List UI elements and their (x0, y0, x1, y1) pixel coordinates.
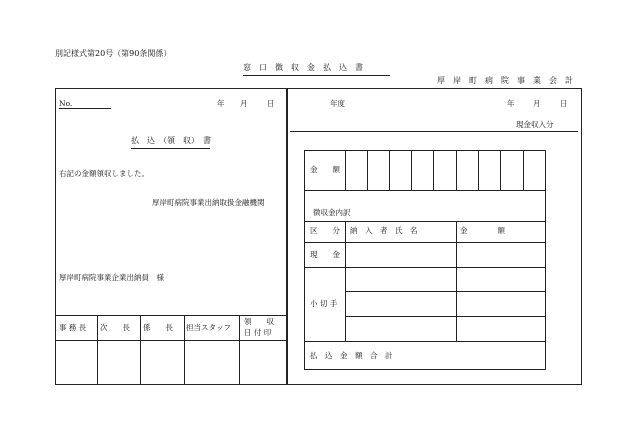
stamp-section-label: 係 長 (143, 323, 173, 332)
stamp-chief-label: 事 務 長 (59, 323, 87, 332)
row-check-label: 小 切 手 (310, 299, 338, 308)
digit-cell-divider (523, 150, 524, 190)
organization-name: 厚 岸 町 病 院 事 業 会 計 (437, 76, 573, 85)
form-title: 窓 口 徴 収 金 払 込 書 (243, 63, 363, 72)
stamp-table-top (55, 315, 286, 316)
stamp-col-divider (140, 315, 141, 385)
breakdown-header-top (304, 221, 546, 222)
col-payer-header: 納 入 者 氏 名 (350, 226, 418, 235)
form-reference: 別記様式第20号（第90条関係） (55, 49, 172, 58)
cash-receipt-label: 現金収入分 (516, 120, 554, 129)
stamp-deputy-label: 次 長 (100, 323, 130, 332)
digit-cell-divider (478, 150, 479, 190)
left-day-label: 日 (267, 99, 275, 108)
received-text: 右記の金額領収しました。 (59, 169, 149, 178)
stamp-table-divider (55, 340, 286, 341)
right-year-label: 年 (507, 99, 515, 108)
amount-col-divider (456, 221, 457, 341)
check-row-divider-1 (345, 291, 546, 292)
center-divider (286, 88, 288, 385)
title-underline (243, 75, 390, 76)
left-year-label: 年 (217, 99, 225, 108)
amount-label-divider (345, 150, 346, 190)
left-month-label: 月 (240, 99, 248, 108)
total-label: 払 込 金 額 合 計 (310, 351, 393, 360)
check-rows-bottom (304, 341, 546, 342)
stamp-receipt-label-2: 日 付 印 (244, 328, 272, 337)
stamp-receipt-label-1: 領 収 (244, 317, 274, 326)
row-cash-label: 現 金 (310, 250, 340, 259)
digit-cell-divider (367, 150, 368, 190)
number-label: No. (59, 99, 73, 108)
fiscal-year-label: 年度 (330, 99, 345, 108)
col-category-header: 区 分 (310, 226, 340, 235)
cash-row-bottom (304, 267, 546, 268)
category-col-divider (345, 221, 346, 341)
number-underline (59, 108, 111, 109)
digit-cell-divider (389, 150, 390, 190)
breakdown-table (304, 150, 546, 370)
digit-cell-divider (411, 150, 412, 190)
digit-cell-divider (456, 150, 457, 190)
stamp-staff-label: 担当スタッフ (186, 323, 231, 332)
stamp-col-divider (184, 315, 185, 385)
bank-name: 厚岸町病院事業出納取扱金融機関 (152, 198, 265, 207)
stamp-col-divider (239, 315, 240, 385)
stamp-col-divider (97, 315, 98, 385)
check-row-divider-2 (345, 316, 546, 317)
cash-receipt-underline (290, 131, 578, 132)
receipt-title: 払 込 （領 収） 書 (131, 136, 211, 145)
right-month-label: 月 (533, 99, 541, 108)
digit-cell-divider (433, 150, 434, 190)
right-day-label: 日 (560, 99, 568, 108)
breakdown-label: 徴収金内訳 (313, 208, 351, 217)
digit-cell-divider (500, 150, 501, 190)
header-row-bottom (304, 242, 546, 243)
amount-label: 金 額 (310, 165, 340, 174)
addressee: 厚岸町病院事業企業出納員 様 (59, 273, 164, 282)
amount-row-bottom (304, 190, 546, 191)
col-amount-header: 金 額 (460, 226, 505, 235)
receipt-title-underline (131, 148, 210, 149)
